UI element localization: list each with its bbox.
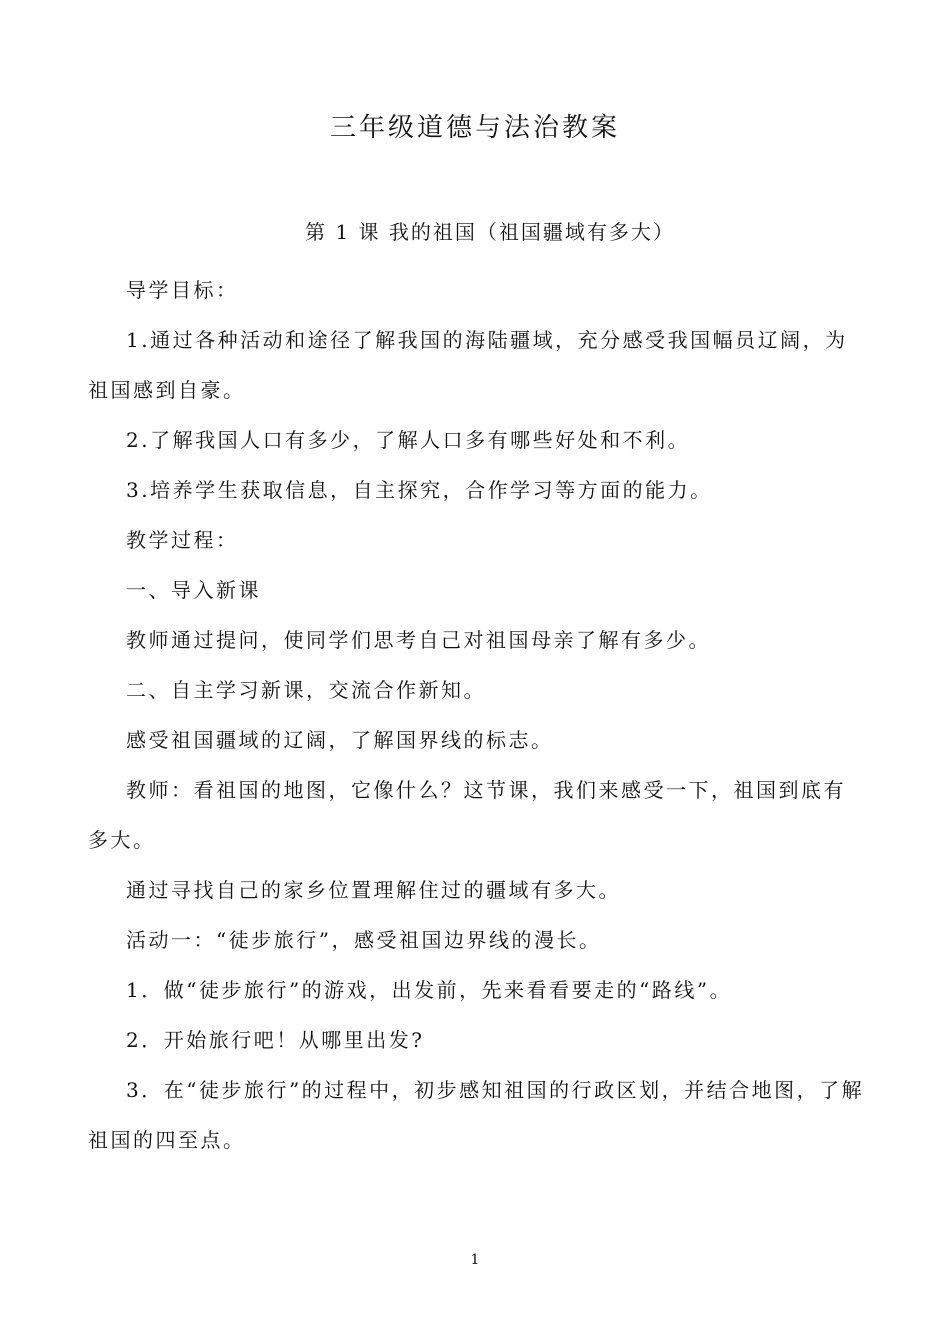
paragraph-step-2: 2．开始旅行吧！从哪里出发? [126, 1028, 425, 1052]
paragraph-step-1: 1．做“徒步旅行”的游戏，出发前，先来看看要走的“路线”。 [126, 978, 733, 1002]
paragraph-teacher-map: 教师：看祖国的地图，它像什么？这节课，我们来感受一下，祖国到底有多大。 [88, 778, 846, 852]
document-title: 三年级道德与法治教案 [329, 113, 620, 143]
paragraph-hometown: 通过寻找自己的家乡位置理解住过的疆域有多大。 [126, 878, 621, 902]
paragraph-activity-1: 活动一：“徒步旅行”，感受祖国边界线的漫长。 [126, 928, 602, 952]
paragraph-guide-goals: 导学目标： [126, 278, 239, 302]
paragraph-teaching-process: 教学过程： [126, 528, 239, 552]
lesson-title: 第 1 课 我的祖国（祖国疆域有多大） [305, 220, 675, 244]
paragraph-goal-1: 1.通过各种活动和途径了解我国的海陆疆域，充分感受我国幅员辽阔，为祖国感到自豪。 [88, 328, 848, 402]
paragraph-feel-territory: 感受祖国疆域的辽阔，了解国界线的标志。 [126, 728, 554, 752]
paragraph-teacher-question: 教师通过提问，使同学们思考自己对祖国母亲了解有多少。 [126, 628, 711, 652]
paragraph-step-3: 3．在“徒步旅行”的过程中，初步感知祖国的行政区划，并结合地图，了解祖国的四至点。 [88, 1078, 865, 1152]
paragraph-section-2: 二、自主学习新课，交流合作新知。 [126, 678, 486, 702]
page-number: 1 [470, 1252, 480, 1268]
paragraph-goal-2: 2.了解我国人口有多少，了解人口多有哪些好处和不利。 [126, 428, 691, 452]
document-body [88, 265, 868, 1165]
paragraph-section-1: 一、导入新课 [126, 578, 261, 602]
paragraph-goal-3: 3.培养学生获取信息，自主探究，合作学习等方面的能力。 [126, 478, 713, 502]
